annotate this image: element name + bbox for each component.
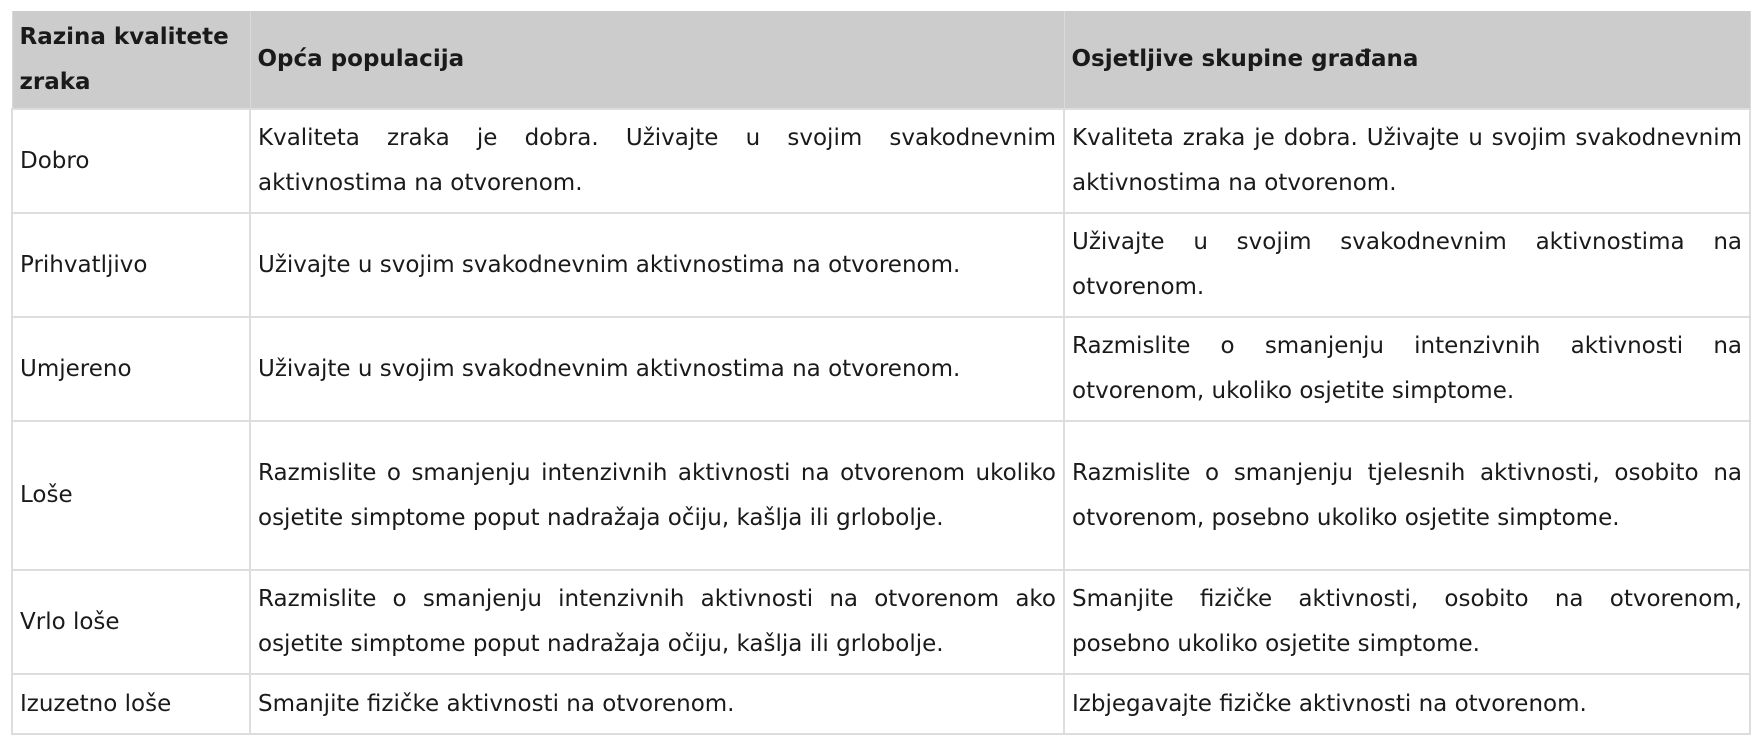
header-row bbox=[12, 11, 1750, 109]
general-population-cell: Razmislite o smanjenju intenzivnih aktivnosti na otvorenom ako osjetite simptome poput nadražaja očiju, kašlja ili grlobolje. bbox=[250, 570, 1064, 674]
air-quality-table bbox=[11, 11, 1751, 735]
level-cell: Loše bbox=[12, 421, 250, 570]
table-row bbox=[12, 109, 1750, 213]
table-row bbox=[12, 317, 1750, 421]
sensitive-groups-cell: Razmislite o smanjenju tjelesnih aktivnosti, osobito na otvorenom, posebno ukoliko osjetite simptome. bbox=[1064, 421, 1750, 570]
air-quality-table-container bbox=[11, 11, 1749, 735]
level-cell: Umjereno bbox=[12, 317, 250, 421]
level-cell: Izuzetno loše bbox=[12, 674, 250, 734]
general-population-cell: Uživajte u svojim svakodnevnim aktivnostima na otvorenom. bbox=[250, 213, 1064, 317]
table-row bbox=[12, 421, 1750, 570]
table-header bbox=[12, 11, 1750, 109]
sensitive-groups-cell: Uživajte u svojim svakodnevnim aktivnostima na otvorenom. bbox=[1064, 213, 1750, 317]
general-population-cell: Kvaliteta zraka je dobra. Uživajte u svojim svakodnevnim aktivnostima na otvorenom. bbox=[250, 109, 1064, 213]
table-row bbox=[12, 570, 1750, 674]
sensitive-groups-cell: Razmislite o smanjenju intenzivnih aktivnosti na otvorenom, ukoliko osjetite simptome. bbox=[1064, 317, 1750, 421]
general-population-cell: Razmislite o smanjenju intenzivnih aktivnosti na otvorenom ukoliko osjetite simptome poput nadražaja očiju, kašlja ili grlobolje. bbox=[250, 421, 1064, 570]
level-cell: Vrlo loše bbox=[12, 570, 250, 674]
table-row bbox=[12, 213, 1750, 317]
general-population-cell: Uživajte u svojim svakodnevnim aktivnostima na otvorenom. bbox=[250, 317, 1064, 421]
sensitive-groups-cell: Smanjite fizičke aktivnosti, osobito na otvorenom, posebno ukoliko osjetite simptome. bbox=[1064, 570, 1750, 674]
level-cell: Dobro bbox=[12, 109, 250, 213]
sensitive-groups-cell: Kvaliteta zraka je dobra. Uživajte u svojim svakodnevnim aktivnostima na otvorenom. bbox=[1064, 109, 1750, 213]
table-body bbox=[12, 109, 1750, 734]
level-cell: Prihvatljivo bbox=[12, 213, 250, 317]
table-row bbox=[12, 674, 1750, 734]
sensitive-groups-cell: Izbjegavajte fizičke aktivnosti na otvorenom. bbox=[1064, 674, 1750, 734]
header-general-population: Opća populacija bbox=[250, 11, 1064, 109]
header-air-quality-level: Razina kvalitete zraka bbox=[12, 11, 250, 109]
general-population-cell: Smanjite fizičke aktivnosti na otvorenom. bbox=[250, 674, 1064, 734]
header-sensitive-groups: Osjetljive skupine građana bbox=[1064, 11, 1750, 109]
